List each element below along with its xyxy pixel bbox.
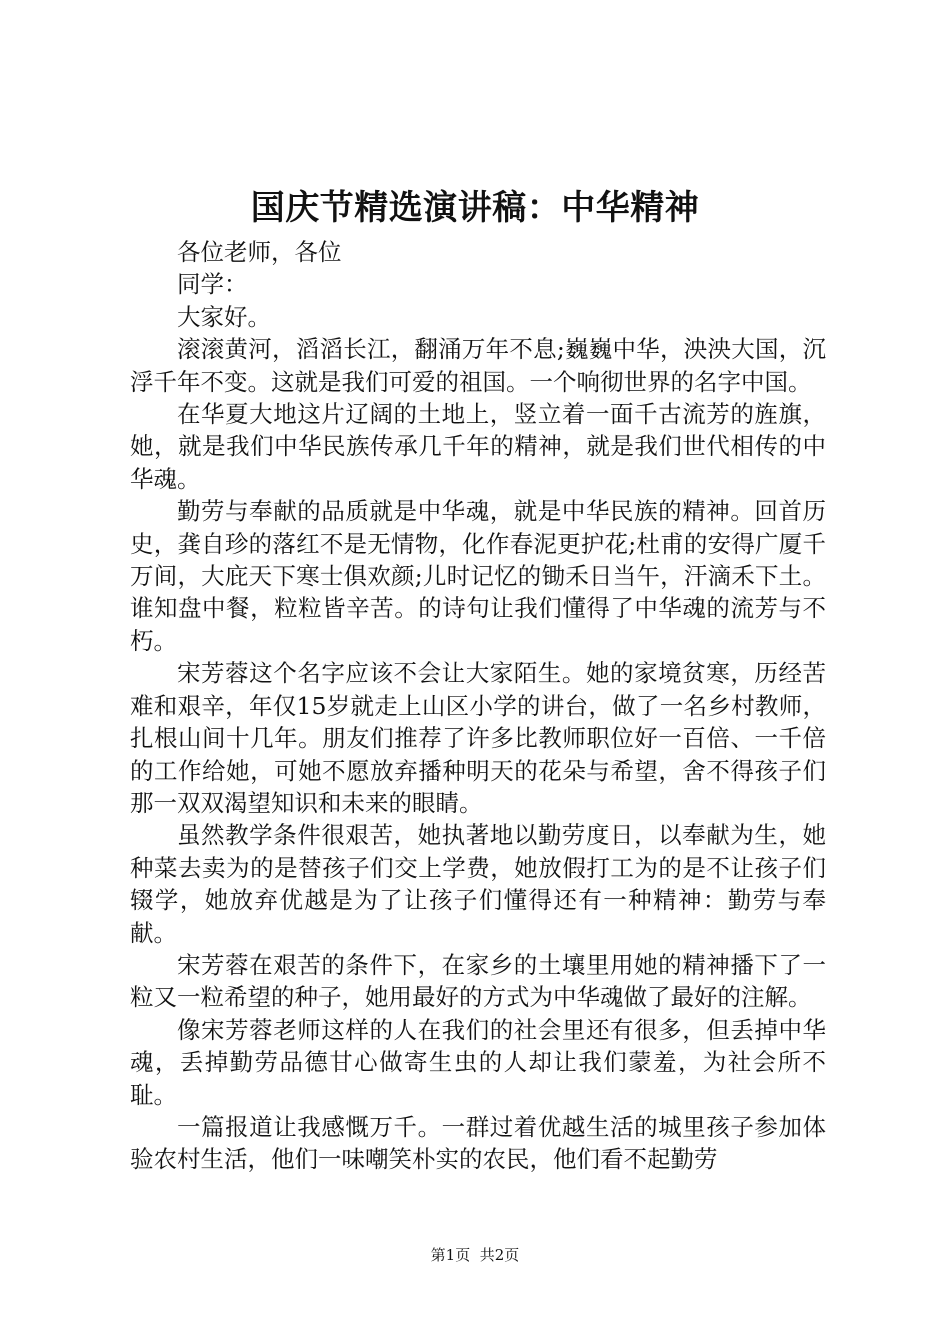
footer-spacer [470,1246,480,1264]
paragraph: 一篇报道让我感慨万千。一群过着优越生活的城里孩子参加体验农村生活，他们一味嘲笑朴实的农民，他们看不起勤劳 [130,1112,826,1174]
paragraph: 各位老师，各位 [177,238,342,266]
document-body [130,236,826,1176]
paragraph: 同学： [177,270,248,299]
page-title: 国庆节精选演讲稿：中华精神 [250,188,700,228]
paragraph: 勤劳与奉献的品质就是中华魂，就是中华民族的精神。回首历史，龚自珍的落红不是无情物，化作春泥更护花;杜甫的安得广厦千万间，大庇天下寒士俱欢颜;儿时记忆的锄禾日当午，汗滴禾下土。谁知盘中餐，粒粒皆辛苦。的诗句让我们懂得了中华魂的流芳与不朽。 [130,497,826,655]
paragraph: 大家好。 [177,302,271,331]
page-footer [0,1244,950,1266]
page-total: 共2页 [479,1246,520,1264]
paragraph: 滚滚黄河，滔滔长江，翻涌万年不息;巍巍中华，泱泱大国，沉浮千年不变。这就是我们可爱的祖国。一个响彻世界的名字中国。 [130,335,826,396]
paragraph: 在华夏大地这片辽阔的土地上，竖立着一面千古流芳的旌旗，她，就是我们中华民族传承几千年的精神，就是我们世代相传的中华魂。 [130,400,826,493]
page-number: 第1页 [430,1246,471,1264]
paragraph: 宋芳蓉在艰苦的条件下，在家乡的土壤里用她的精神播下了一粒又一粒希望的种子，她用最好的方式为中华魂做了最好的注解。 [130,950,826,1012]
paragraph: 宋芳蓉这个名字应该不会让大家陌生。她的家境贫寒，历经苦难和艰辛，年仅15岁就走上山区小学的讲台，做了一名乡村教师，扎根山间十几年。朋友们推荐了许多比教师职位好一百倍、一千倍的工作给她，可她不愿放弃播种明天的花朵与希望，舍不得孩子们那一双双渴望知识和未来的眼睛。 [130,659,826,817]
paragraph: 虽然教学条件很艰苦，她执著地以勤劳度日，以奉献为生，她种菜去卖为的是替孩子们交上学费，她放假打工为的是不让孩子们辍学，她放弃优越是为了让孩子们懂得还有一种精神：勤劳与奉献。 [130,821,826,947]
paragraph: 像宋芳蓉老师这样的人在我们的社会里还有很多，但丢掉中华魂，丢掉勤劳品德甘心做寄生虫的人却让我们蒙羞，为社会所不耻。 [130,1015,826,1109]
